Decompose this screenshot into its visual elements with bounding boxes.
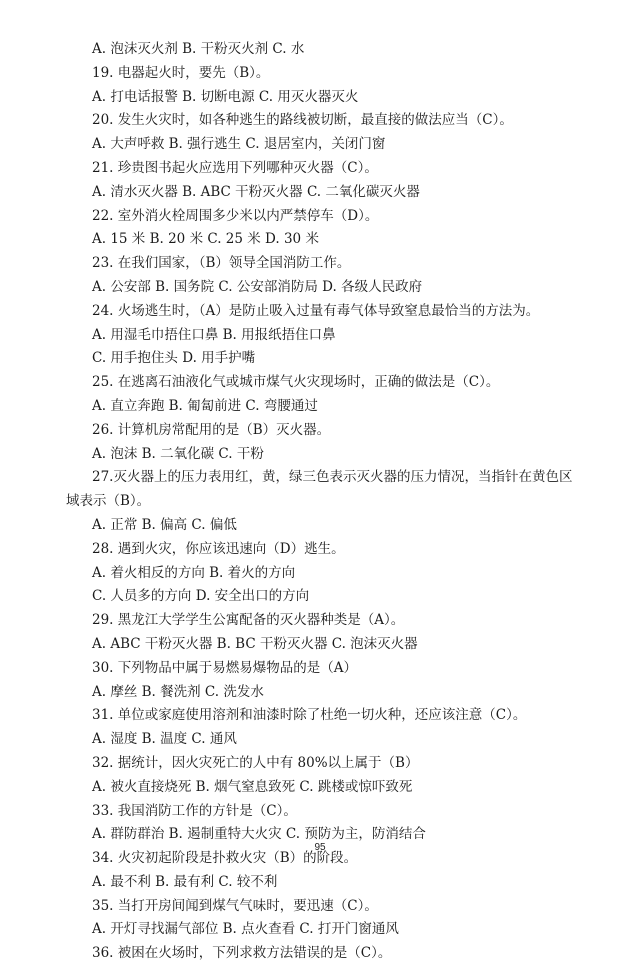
question-line: 34. 火灾初起阶段是扑救火灾（B）的阶段。	[92, 850, 358, 867]
answer-options-line: C. 用手抱住头 D. 用手护嘴	[92, 350, 256, 367]
question-line: 25. 在逃离石油液化气或城市煤气火灾现场时，正确的做法是（C）。	[92, 374, 500, 391]
question-line: 36. 被困在火场时，下列求救方法错误的是（C）。	[92, 945, 392, 962]
answer-options-line: A. 泡沫灭火剂 B. 干粉灭火剂 C. 水	[92, 41, 305, 57]
answer-options-line: A. ABC 干粉灭火器 B. BC 干粉灭火器 C. 泡沫灭火器	[92, 635, 418, 652]
question-line: 35. 当打开房间闻到煤气气味时，要迅速（C）。	[92, 897, 378, 914]
answer-options-line: A. 被火直接烧死 B. 烟气窒息致死 C. 跳楼或惊吓致死	[92, 778, 413, 795]
answer-options-line: A. 清水灭火器 B. ABC 干粉灭火器 C. 二氧化碳灭火器	[92, 183, 420, 200]
answer-options-line: A. 湿度 B. 温度 C. 通风	[92, 731, 237, 748]
question-line: 27.灭火器上的压力表用红，黄，绿三色表示灭火器的压力情况，当指针在黄色区域表示（B）。	[66, 469, 573, 510]
answer-options-line: A. 着火相反的方向 B. 着火的方向	[92, 564, 296, 581]
answer-options-line: A. 直立奔跑 B. 匍匐前进 C. 弯腰通过	[92, 397, 318, 414]
answer-options-line: A. 大声呼救 B. 强行逃生 C. 退居室内，关闭门窗	[92, 136, 386, 153]
question-line: 23. 在我们国家，（B）领导全国消防工作。	[92, 255, 351, 272]
answer-options-line: A. 15 米 B. 20 米 C. 25 米 D. 30 米	[92, 231, 319, 248]
answer-options-line: A. 泡沫 B. 二氧化碳 C. 干粉	[92, 445, 264, 462]
question-line: 30. 下列物品中属于易燃易爆物品的是（A）	[92, 659, 358, 676]
question-line: 33. 我国消防工作的方针是（C）。	[92, 802, 297, 819]
page-number: 95	[314, 842, 326, 853]
question-line: 28. 遇到火灾，你应该迅速向（D）逃生。	[92, 540, 345, 557]
question-line: 19. 电器起火时，要先（B）。	[92, 64, 270, 81]
answer-options-line: A. 正常 B. 偏高 C. 偏低	[92, 516, 237, 533]
answer-options-line: A. 最不利 B. 最有利 C. 较不利	[92, 873, 278, 890]
answer-options-line: A. 摩丝 B. 餐洗剂 C. 洗发水	[92, 683, 264, 700]
question-line: 29. 黑龙江大学学生公寓配备的灭火器种类是（A）。	[92, 612, 405, 629]
answer-options-line: A. 群防群治 B. 遏制重特大火灾 C. 预防为主，防消结合	[92, 826, 426, 843]
question-line: 31. 单位或家庭使用溶剂和油漆时除了杜绝一切火种，还应该注意（C）。	[92, 707, 527, 724]
answer-options-line: A. 用湿毛巾捂住口鼻 B. 用报纸捂住口鼻	[92, 326, 336, 343]
question-line: 22. 室外消火栓周围多少米以内严禁停车（D）。	[92, 207, 379, 224]
question-line: 20. 发生火灾时，如各种逃生的路线被切断，最直接的做法应当（C）。	[92, 112, 513, 129]
question-line: 21. 珍贵图书起火应选用下列哪种灭火器（C）。	[92, 159, 378, 176]
answer-options-line: C. 人员多的方向 D. 安全出口的方向	[92, 588, 310, 605]
page-content	[66, 38, 578, 966]
question-line: 26. 计算机房常配用的是（B）灭火器。	[92, 421, 331, 438]
question-line: 24. 火场逃生时，（A）是防止吸入过量有毒气体导致窒息最恰当的方法为。	[92, 302, 540, 319]
answer-options-line: A. 公安部 B. 国务院 C. 公安部消防局 D. 各级人民政府	[92, 278, 423, 295]
answer-options-line: A. 开灯寻找漏气部位 B. 点火查看 C. 打开门窗通风	[92, 921, 399, 938]
question-line: 32. 据统计，因火灾死亡的人中有 80%以上属于（B）	[92, 754, 419, 771]
answer-options-line: A. 打电话报警 B. 切断电源 C. 用灭火器灭火	[92, 88, 359, 105]
